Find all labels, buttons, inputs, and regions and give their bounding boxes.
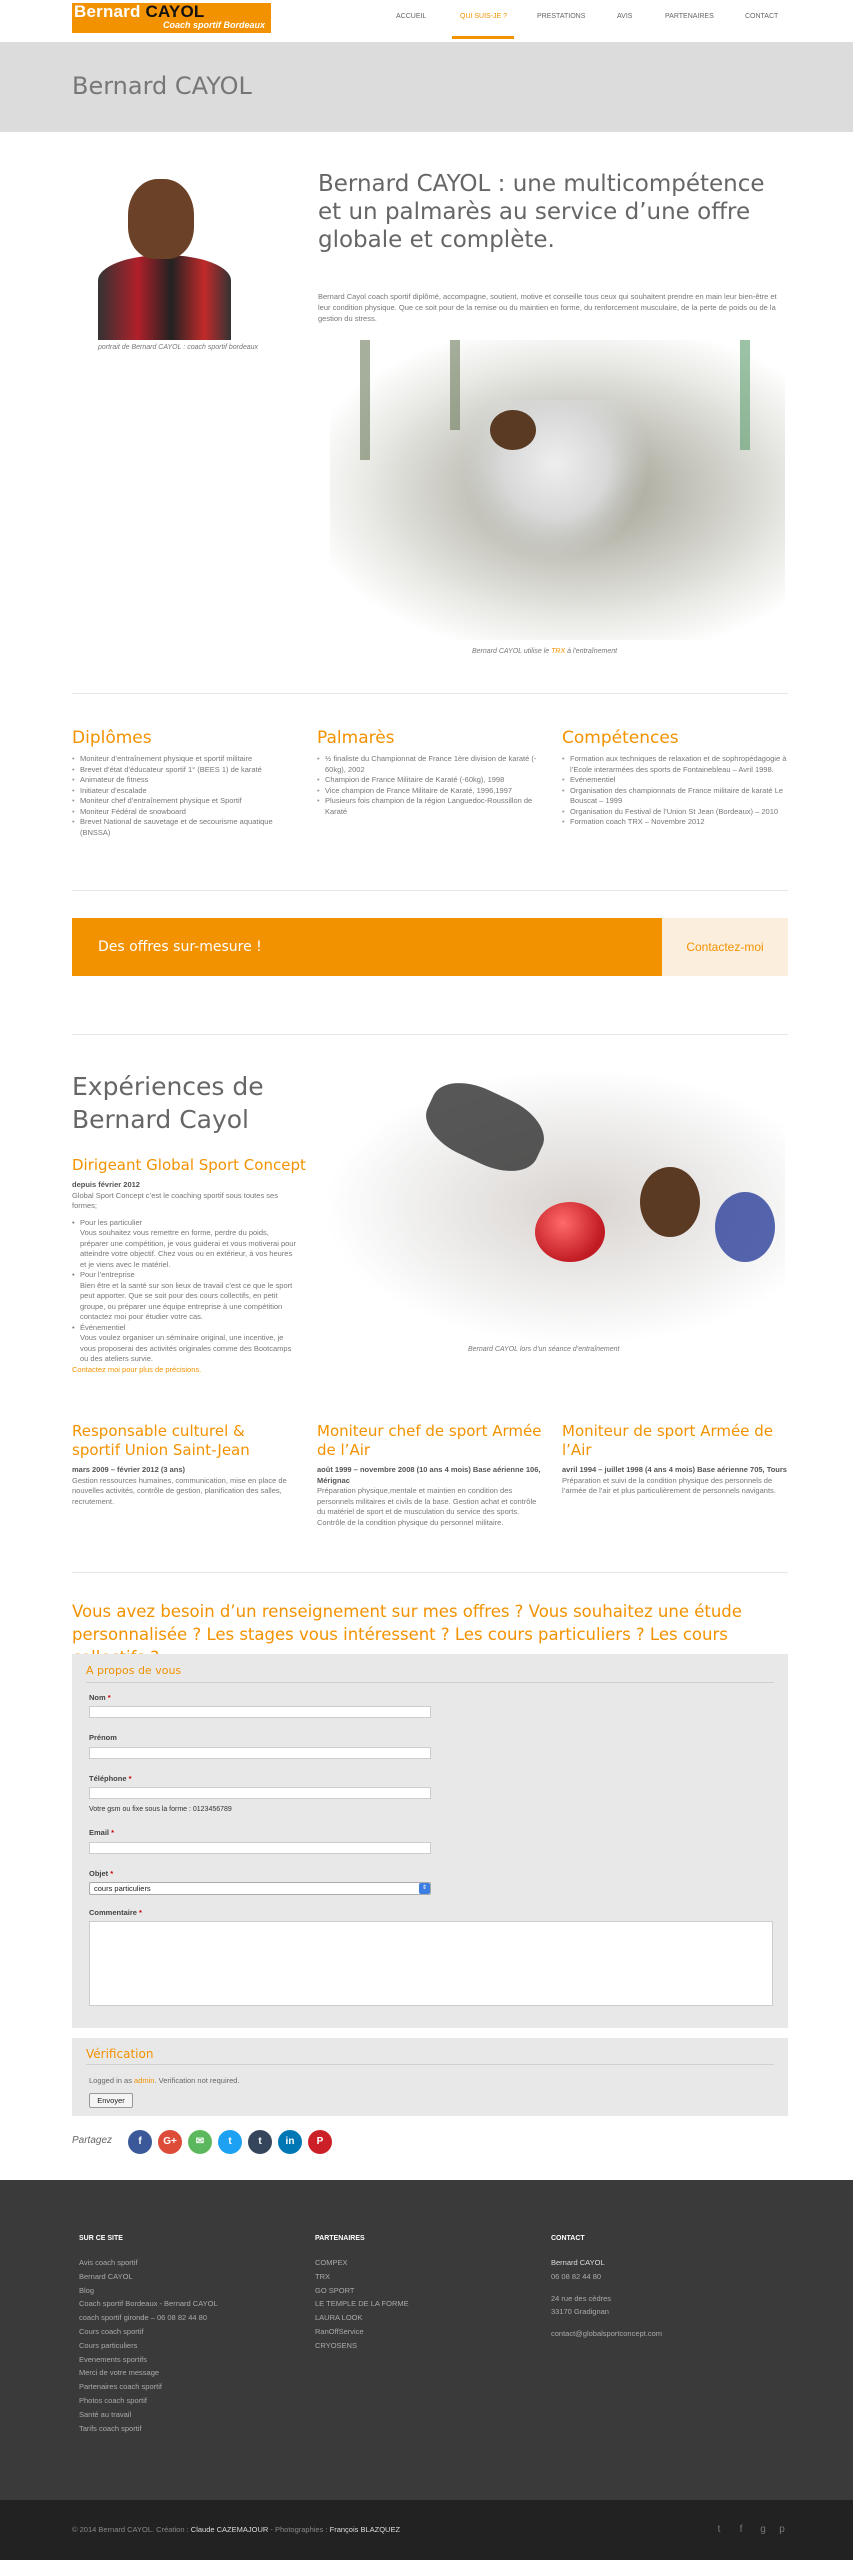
portrait-face <box>128 179 194 259</box>
footer-site-links <box>79 2235 299 2435</box>
google-plus-icon[interactable]: g <box>760 2524 766 2535</box>
footer-link[interactable]: Santé au travail <box>79 2409 132 2419</box>
trx-training-photo <box>330 340 785 640</box>
divider <box>72 1572 788 1573</box>
competence-item: • Evénementiel <box>562 775 787 786</box>
footer-link[interactable]: Tarifs coach sportif <box>79 2423 142 2433</box>
creator-link[interactable]: Claude CAZEMAJOUR <box>190 2525 269 2534</box>
boxing-training-photo <box>330 1072 785 1342</box>
footer-link[interactable]: Coach sportif Bordeaux - Bernard CAYOL <box>79 2299 218 2309</box>
portrait-caption: portrait de Bernard CAYOL : coach sportif bordeaux <box>98 344 259 351</box>
palmares-item: • Vice champion de France Militaire de Karaté, 1996,1997 <box>317 786 542 797</box>
telephone-input[interactable] <box>89 1787 431 1799</box>
footer-heading: CONTACT <box>551 2235 585 2242</box>
partner-link[interactable]: COMPEX <box>315 2258 348 2267</box>
site-footer <box>0 2180 853 2500</box>
trx-photo-caption: Bernard CAYOL utilise le TRX à l'entraînement <box>472 648 618 655</box>
palmares-item: • ½ finaliste du Championnat de France 1ère division de karaté (- 60kg), 2002 <box>317 754 542 775</box>
telephone-label: Téléphone * <box>89 1774 132 1783</box>
photographer-link[interactable]: François BLAZQUEZ <box>329 2525 401 2534</box>
portrait-image <box>98 173 231 340</box>
pinterest-icon[interactable]: P <box>308 2130 332 2154</box>
photo-athlete <box>460 400 650 560</box>
prenom-input[interactable] <box>89 1747 431 1759</box>
footer-heading: PARTENAIRES <box>315 2235 365 2242</box>
telephone-hint: Votre gsm ou fixe sous la forme : 0123456789 <box>89 1806 232 1813</box>
twitter-icon[interactable]: t <box>218 2130 242 2154</box>
cta-text: Des offres sur-mesure ! <box>98 939 262 955</box>
partner-link[interactable]: CRYOSENS <box>315 2340 357 2350</box>
experience-main-intro: Global Sport Concept c’est le coaching sportif sous toutes ses formes; <box>72 1190 278 1210</box>
experience-date: avril 1994 – juillet 1998 (4 ans 4 mois) Base aérienne 705, Tours <box>562 1465 787 1474</box>
experience-date: août 1999 – novembre 2008 (10 ans 4 mois) Base aérienne 106, Mérignac <box>317 1465 541 1485</box>
trx-link[interactable]: TRX <box>551 648 566 655</box>
contact-city: 33170 Gradignan <box>551 2307 609 2317</box>
twitter-icon[interactable]: t <box>717 2524 721 2535</box>
palmares-title: Palmarès <box>317 728 395 748</box>
experience-list-item: • Événementiel Vous voulez organiser un séminaire original, une incentive, je vous proposerai des activités originales comme des Bootcamps ou des ateliers survie. <box>72 1323 297 1365</box>
contact-form <box>72 1654 788 2028</box>
footer-link[interactable]: Blog <box>79 2285 95 2295</box>
cta-banner <box>72 918 788 976</box>
portrait-shirt <box>98 255 231 340</box>
linkedin-icon[interactable]: in <box>278 2130 302 2154</box>
form-legend: A propos de vous <box>86 1664 182 1677</box>
footer-heading: SUR CE SITE <box>79 2235 123 2242</box>
select-arrows-icon: ⇕ <box>419 1883 430 1894</box>
diplome-item: • Animateur de fitness <box>72 775 297 786</box>
nav-contact[interactable]: CONTACT <box>745 13 779 20</box>
contact-name: Bernard CAYOL <box>551 2258 605 2267</box>
site-header <box>0 0 853 42</box>
facebook-icon[interactable]: f <box>128 2130 152 2154</box>
partner-link[interactable]: GO SPORT <box>315 2285 355 2295</box>
facebook-icon[interactable]: f <box>739 2524 743 2535</box>
pinterest-icon[interactable]: p <box>779 2524 785 2535</box>
divider <box>72 693 788 694</box>
send-button[interactable]: Envoyer <box>89 2093 133 2108</box>
competences-section <box>562 728 787 828</box>
photo-medicine-ball <box>535 1202 605 1262</box>
footer-link[interactable]: Avis coach sportif <box>79 2258 138 2267</box>
photo-pole <box>740 340 750 450</box>
nav-qui-suis-je[interactable]: QUI SUIS-JE ? <box>460 13 508 20</box>
competence-item: • Organisation des championnats de France militaire de karaté Le Bouscat – 1999 <box>562 786 787 807</box>
competence-item: • Organisation du Festival de l’Union St Jean (Bordeaux) – 2010 <box>562 807 787 818</box>
footer-link[interactable]: coach sportif gironde – 06 08 82 44 80 <box>79 2313 208 2323</box>
page-title-band <box>0 42 853 132</box>
verification-message: Logged in as admin. Verification not required. <box>89 2076 240 2085</box>
photo-tree <box>360 340 370 460</box>
logo-subtitle: Coach sportif Bordeaux <box>162 20 265 30</box>
photo-coach-face <box>640 1167 700 1237</box>
nom-input[interactable] <box>89 1706 431 1718</box>
experience-list-item: • Pour l’entreprise Bien être et la santé sur son lieux de travail c’est ce que le sport peut apporter. Que se soit pour des cours collectifs, en petit groupe, ou préparer une équipe entreprise à une compétition contactez moi pour étudier votre cas. <box>72 1270 297 1323</box>
competence-item: • Formation coach TRX – Novembre 2012 <box>562 817 787 828</box>
experience-main-body <box>72 1180 297 1375</box>
spacer <box>551 2319 771 2327</box>
footer-link[interactable]: Cours particuliers <box>79 2340 138 2350</box>
experiences-title: Expériences de Bernard Cayol <box>72 1072 264 1134</box>
site-logo[interactable] <box>72 3 271 33</box>
partner-link[interactable]: TRX <box>315 2271 330 2281</box>
prenom-label: Prénom <box>89 1733 117 1742</box>
partner-link[interactable]: LAURA LOOK <box>315 2313 363 2323</box>
intro-text: Bernard Cayol coach sportif diplômé, accompagne, soutient, motive et conseille tous ceux qui souhaitent prendre en main leur bien-être et leur condition physique. Que ce soit pour de la remise ou du maintien en forme, du renforcement musculaire, de la perte de poids ou de la gestion du stress. <box>318 292 777 323</box>
form-separator <box>86 1682 774 1683</box>
footer-link[interactable]: Bernard CAYOL <box>79 2271 133 2281</box>
nav-active-indicator <box>452 36 514 39</box>
experience-date: mars 2009 – février 2012 (3 ans) <box>72 1465 185 1474</box>
page-title: Bernard CAYOL <box>72 72 252 100</box>
contact-precisions-link[interactable]: Contactez moi pour plus de précisions. <box>72 1364 202 1374</box>
photo-tree <box>450 340 460 430</box>
spacer <box>551 2284 771 2292</box>
photo-blue-glove <box>715 1192 775 1262</box>
intro-heading: Bernard CAYOL : une multicompétence et un palmarès au service d’une offre globale et complète. <box>318 171 765 253</box>
google-plus-icon[interactable]: G+ <box>158 2130 182 2154</box>
contact-phone: 06 08 82 44 80 <box>551 2271 602 2281</box>
footer-link[interactable]: Cours coach sportif <box>79 2326 144 2336</box>
experience-union-saint-jean <box>72 1422 297 1507</box>
nav-prestations[interactable]: PRESTATIONS <box>537 13 586 20</box>
objet-label: Objet * <box>89 1869 114 1878</box>
experience-title: Moniteur chef de sport Armée de l’Air <box>317 1422 542 1459</box>
contact-button[interactable]: Contactez-moi <box>662 918 788 976</box>
email-label: Email * <box>89 1828 115 1837</box>
footer-link[interactable]: Merci de votre message <box>79 2368 160 2378</box>
experience-armee-air-chef <box>317 1422 542 1528</box>
copyright-text: © 2014 Bernard CAYOL. Création : Claude CAZEMAJOUR - Photographies : François BLAZQUEZ <box>72 2525 401 2534</box>
commentaire-textarea[interactable] <box>89 1921 773 2006</box>
experience-list-item: • Pour les particulier Vous souhaitez vous remettre en forme, perdre du poids, préparer une compétition, je vous guiderai et vous motiverai pour atteindre votre objectif. Chez vous ou en extérieur, à vos heures et je viens avec le matériel. <box>72 1218 297 1271</box>
experience-main-date: depuis février 2012 <box>72 1180 140 1189</box>
contact-address: 24 rue des cèdres <box>551 2293 612 2303</box>
share-label: Partagez <box>72 2135 113 2146</box>
copyright-bar <box>0 2500 853 2560</box>
diplomes-section <box>72 728 297 838</box>
partner-link[interactable]: RanOffService <box>315 2326 364 2336</box>
experience-title: Responsable culturel & sportif Union Saint-Jean <box>72 1422 250 1459</box>
diplome-item: • Brevet National de sauvetage et de secourisme aquatique (BNSSA) <box>72 817 297 838</box>
verification-legend: Vérification <box>86 2047 154 2061</box>
nom-label: Nom * <box>89 1693 111 1702</box>
diplomes-title: Diplômes <box>72 728 152 748</box>
footer-link[interactable]: Evenements sportifs <box>79 2354 147 2364</box>
objet-select[interactable]: cours particuliers ⇕ <box>89 1882 431 1895</box>
experience-text: Préparation et suivi de la condition physique des personnels de l’armée de l’air et plus particulièrement de personnels navigants. <box>562 1475 776 1495</box>
diplome-item: • Brevet d’état d’éducateur sportif 1° (BEES 1) de karaté <box>72 765 297 776</box>
diplome-item: • Initiateur d’escalade <box>72 786 297 797</box>
footer-link[interactable]: Photos coach sportif <box>79 2395 147 2405</box>
nav-accueil[interactable]: ACCUEIL <box>396 13 427 20</box>
footer-link[interactable]: Partenaires coach sportif <box>79 2382 162 2392</box>
verification-separator <box>86 2064 774 2065</box>
palmares-item: • Plusieurs fois champion de la région Languedoc-Roussillon de Karaté <box>317 796 542 817</box>
footer-partners <box>315 2235 535 2353</box>
email-icon[interactable]: ✉ <box>188 2130 212 2154</box>
commentaire-label: Commentaire * <box>89 1908 142 1917</box>
diplome-item: • Moniteur chef d’entraînement physique et Sportif <box>72 796 297 807</box>
nav-avis[interactable]: AVIS <box>617 13 633 20</box>
tumblr-icon[interactable]: t <box>248 2130 272 2154</box>
palmares-section <box>317 728 542 817</box>
photo-athlete-head <box>490 410 536 450</box>
competences-title: Compétences <box>562 728 679 748</box>
boxing-photo-caption: Bernard CAYOL lors d’un séance d’entraînement <box>468 1346 620 1353</box>
divider <box>72 890 788 891</box>
experience-text: Préparation physique,mentale et maintien en condition des personnels militaires et civils de la base. Gestion achat et contrôle du matériel de sport et de musculation du service des sports. Contrôle de la condition physique du personnel militaire. <box>317 1486 537 1527</box>
experience-armee-air-moniteur <box>562 1422 787 1497</box>
nav-partenaires[interactable]: PARTENAIRES <box>665 13 714 20</box>
diplome-item: • Moniteur d’entraînement physique et sportif militaire <box>72 754 297 765</box>
experience-main-title: Dirigeant Global Sport Concept <box>72 1156 306 1174</box>
partner-link[interactable]: LE TEMPLE DE LA FORME <box>315 2299 409 2309</box>
competence-item: • Formation aux techniques de relaxation et de sophropédagogie à l’Ecole interarmées des sports de Fontainebleau – Avril 1998. <box>562 754 787 775</box>
experience-title: Moniteur de sport Armée de l’Air <box>562 1422 773 1459</box>
contact-email[interactable]: contact@globalsportconcept.com <box>551 2329 663 2339</box>
experience-text: Gestion ressources humaines, communication, mise en place de nouvelles activités, contrôle de gestion, planification des salles, recrutement. <box>72 1475 287 1506</box>
palmares-item: • Champion de France Militaire de Karaté (-60kg), 1998 <box>317 775 542 786</box>
diplome-item: • Moniteur Fédéral de snowboard <box>72 807 297 818</box>
footer-contact <box>551 2235 771 2341</box>
verification-box <box>72 2038 788 2116</box>
email-input[interactable] <box>89 1842 431 1854</box>
admin-link[interactable]: admin <box>134 2076 155 2085</box>
contact-question: Vous avez besoin d’un renseignement sur mes offres ? Vous souhaitez une étude personnalisée ? Les stages vous intéressent ? Les cours particuliers ? Les cours <box>72 1602 742 1644</box>
logo-name: Bernard CAYOL <box>74 2 205 21</box>
divider <box>72 1034 788 1035</box>
photo-glove <box>416 1070 554 1184</box>
